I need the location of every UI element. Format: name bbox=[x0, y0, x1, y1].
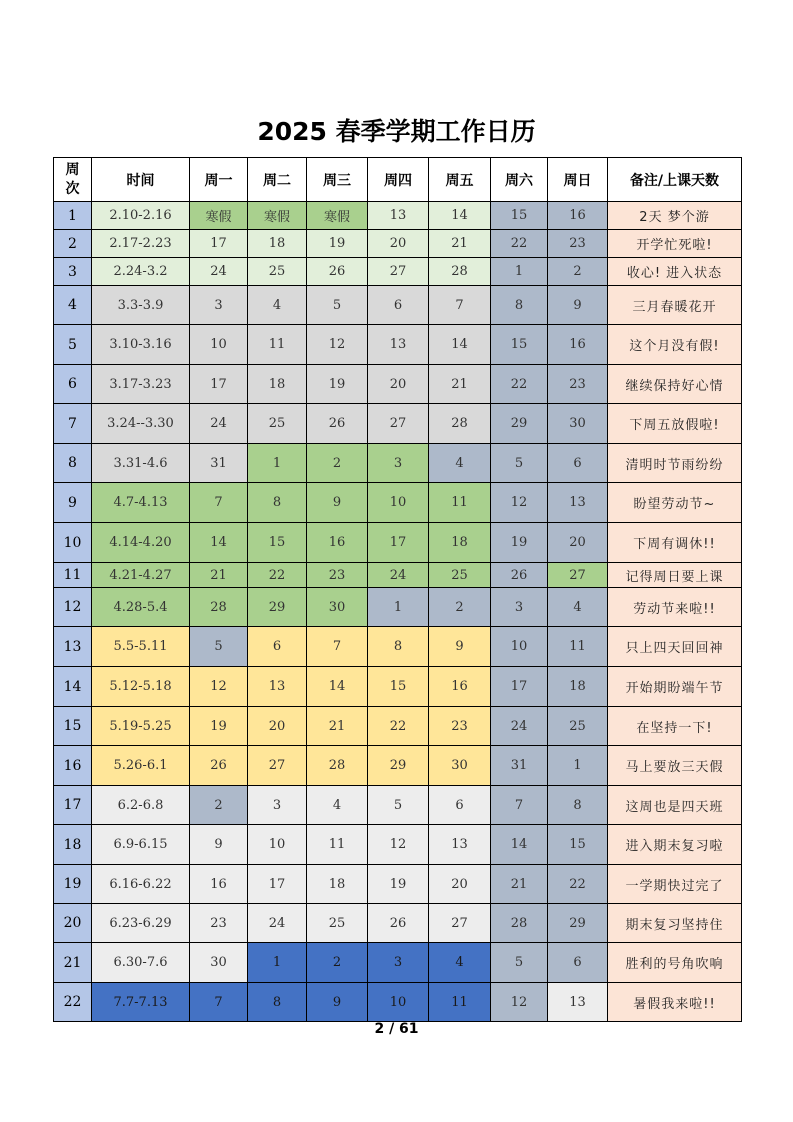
header-thu: 周四 bbox=[368, 158, 429, 202]
day-cell-sat: 5 bbox=[491, 943, 548, 983]
note-cell: 马上要放三天假 bbox=[608, 746, 742, 786]
date-range-cell: 3.24--3.30 bbox=[92, 404, 190, 444]
note-cell: 记得周日要上课 bbox=[608, 563, 742, 588]
day-cell-thu: 3 bbox=[368, 444, 429, 483]
day-cell-wed: 寒假 bbox=[307, 202, 368, 230]
day-cell-sun: 29 bbox=[548, 904, 608, 943]
day-cell-mon: 9 bbox=[190, 825, 248, 865]
day-cell-mon: 31 bbox=[190, 444, 248, 483]
day-cell-wed: 26 bbox=[307, 258, 368, 286]
week-number-cell: 16 bbox=[54, 746, 92, 786]
week-row bbox=[54, 365, 742, 404]
day-cell-sun: 4 bbox=[548, 588, 608, 627]
day-cell-sat: 29 bbox=[491, 404, 548, 444]
day-cell-fri: 25 bbox=[429, 563, 491, 588]
week-number-cell: 22 bbox=[54, 983, 92, 1022]
day-cell-fri: 21 bbox=[429, 365, 491, 404]
day-cell-wed: 26 bbox=[307, 404, 368, 444]
week-row bbox=[54, 563, 742, 588]
day-cell-mon: 24 bbox=[190, 404, 248, 444]
day-cell-sat: 3 bbox=[491, 588, 548, 627]
day-cell-thu: 29 bbox=[368, 746, 429, 786]
day-cell-tue: 4 bbox=[248, 286, 307, 325]
day-cell-sat: 12 bbox=[491, 983, 548, 1022]
day-cell-wed: 14 bbox=[307, 667, 368, 707]
day-cell-mon: 10 bbox=[190, 325, 248, 365]
week-row bbox=[54, 707, 742, 746]
week-row bbox=[54, 404, 742, 444]
note-cell: 劳动节来啦!! bbox=[608, 588, 742, 627]
day-cell-sun: 15 bbox=[548, 825, 608, 865]
day-cell-tue: 寒假 bbox=[248, 202, 307, 230]
day-cell-thu: 24 bbox=[368, 563, 429, 588]
day-cell-thu: 5 bbox=[368, 786, 429, 825]
day-cell-fri: 4 bbox=[429, 943, 491, 983]
day-cell-tue: 1 bbox=[248, 444, 307, 483]
week-number-cell: 1 bbox=[54, 202, 92, 230]
day-cell-thu: 13 bbox=[368, 202, 429, 230]
day-cell-thu: 19 bbox=[368, 865, 429, 904]
day-cell-tue: 3 bbox=[248, 786, 307, 825]
note-cell: 一学期快过完了 bbox=[608, 865, 742, 904]
day-cell-mon: 17 bbox=[190, 365, 248, 404]
week-row bbox=[54, 588, 742, 627]
header-wed: 周三 bbox=[307, 158, 368, 202]
day-cell-fri: 16 bbox=[429, 667, 491, 707]
day-cell-wed: 2 bbox=[307, 943, 368, 983]
day-cell-thu: 22 bbox=[368, 707, 429, 746]
day-cell-sun: 11 bbox=[548, 627, 608, 667]
day-cell-sun: 13 bbox=[548, 483, 608, 523]
note-cell: 收心! 进入状态 bbox=[608, 258, 742, 286]
day-cell-wed: 9 bbox=[307, 483, 368, 523]
day-cell-sat: 15 bbox=[491, 325, 548, 365]
day-cell-sat: 28 bbox=[491, 904, 548, 943]
day-cell-sat: 22 bbox=[491, 365, 548, 404]
day-cell-thu: 3 bbox=[368, 943, 429, 983]
day-cell-sat: 14 bbox=[491, 825, 548, 865]
day-cell-mon: 17 bbox=[190, 230, 248, 258]
day-cell-fri: 23 bbox=[429, 707, 491, 746]
week-number-cell: 6 bbox=[54, 365, 92, 404]
day-cell-fri: 13 bbox=[429, 825, 491, 865]
day-cell-fri: 28 bbox=[429, 404, 491, 444]
week-row bbox=[54, 983, 742, 1022]
day-cell-mon: 寒假 bbox=[190, 202, 248, 230]
header-tue: 周二 bbox=[248, 158, 307, 202]
day-cell-sun: 22 bbox=[548, 865, 608, 904]
note-cell: 继续保持好心情 bbox=[608, 365, 742, 404]
day-cell-fri: 18 bbox=[429, 523, 491, 563]
week-number-cell: 21 bbox=[54, 943, 92, 983]
note-cell: 胜利的号角吹响 bbox=[608, 943, 742, 983]
day-cell-fri: 28 bbox=[429, 258, 491, 286]
day-cell-wed: 23 bbox=[307, 563, 368, 588]
day-cell-wed: 4 bbox=[307, 786, 368, 825]
week-number-cell: 19 bbox=[54, 865, 92, 904]
day-cell-sun: 23 bbox=[548, 230, 608, 258]
day-cell-mon: 24 bbox=[190, 258, 248, 286]
week-row bbox=[54, 746, 742, 786]
note-cell: 下周有调休!! bbox=[608, 523, 742, 563]
week-row bbox=[54, 943, 742, 983]
day-cell-tue: 24 bbox=[248, 904, 307, 943]
day-cell-fri: 6 bbox=[429, 786, 491, 825]
day-cell-fri: 9 bbox=[429, 627, 491, 667]
day-cell-thu: 12 bbox=[368, 825, 429, 865]
week-row bbox=[54, 667, 742, 707]
day-cell-mon: 28 bbox=[190, 588, 248, 627]
day-cell-wed: 25 bbox=[307, 904, 368, 943]
day-cell-wed: 19 bbox=[307, 365, 368, 404]
note-cell: 进入期末复习啦 bbox=[608, 825, 742, 865]
week-number-cell: 13 bbox=[54, 627, 92, 667]
week-row bbox=[54, 627, 742, 667]
day-cell-tue: 25 bbox=[248, 258, 307, 286]
day-cell-thu: 17 bbox=[368, 523, 429, 563]
day-cell-sat: 24 bbox=[491, 707, 548, 746]
week-number-cell: 4 bbox=[54, 286, 92, 325]
day-cell-sat: 10 bbox=[491, 627, 548, 667]
note-cell: 下周五放假啦! bbox=[608, 404, 742, 444]
day-cell-sat: 12 bbox=[491, 483, 548, 523]
date-range-cell: 2.24-3.2 bbox=[92, 258, 190, 286]
day-cell-mon: 16 bbox=[190, 865, 248, 904]
week-row bbox=[54, 286, 742, 325]
week-row bbox=[54, 865, 742, 904]
day-cell-thu: 8 bbox=[368, 627, 429, 667]
note-cell: 这周也是四天班 bbox=[608, 786, 742, 825]
day-cell-sun: 1 bbox=[548, 746, 608, 786]
page-number: 2 / 61 bbox=[374, 1021, 419, 1037]
week-row bbox=[54, 523, 742, 563]
day-cell-tue: 25 bbox=[248, 404, 307, 444]
date-range-cell: 4.7-4.13 bbox=[92, 483, 190, 523]
day-cell-wed: 2 bbox=[307, 444, 368, 483]
day-cell-sun: 6 bbox=[548, 444, 608, 483]
note-cell: 开始期盼端午节 bbox=[608, 667, 742, 707]
day-cell-fri: 11 bbox=[429, 483, 491, 523]
day-cell-thu: 27 bbox=[368, 404, 429, 444]
date-range-cell: 2.10-2.16 bbox=[92, 202, 190, 230]
day-cell-sat: 5 bbox=[491, 444, 548, 483]
day-cell-thu: 20 bbox=[368, 365, 429, 404]
note-cell: 2天 梦个游 bbox=[608, 202, 742, 230]
day-cell-tue: 13 bbox=[248, 667, 307, 707]
header-sat: 周六 bbox=[491, 158, 548, 202]
day-cell-thu: 10 bbox=[368, 983, 429, 1022]
day-cell-tue: 8 bbox=[248, 483, 307, 523]
week-number-cell: 20 bbox=[54, 904, 92, 943]
day-cell-tue: 20 bbox=[248, 707, 307, 746]
header-week-label: 周次 bbox=[65, 161, 80, 197]
note-cell: 只上四天回回神 bbox=[608, 627, 742, 667]
day-cell-sat: 17 bbox=[491, 667, 548, 707]
week-row bbox=[54, 258, 742, 286]
day-cell-mon: 7 bbox=[190, 483, 248, 523]
day-cell-sat: 21 bbox=[491, 865, 548, 904]
day-cell-thu: 10 bbox=[368, 483, 429, 523]
day-cell-sun: 6 bbox=[548, 943, 608, 983]
page-title: 2025 春季学期工作日历 bbox=[257, 117, 536, 146]
note-cell: 清明时节雨纷纷 bbox=[608, 444, 742, 483]
day-cell-tue: 18 bbox=[248, 230, 307, 258]
day-cell-tue: 22 bbox=[248, 563, 307, 588]
day-cell-sun: 27 bbox=[548, 563, 608, 588]
header-sun: 周日 bbox=[548, 158, 608, 202]
day-cell-thu: 1 bbox=[368, 588, 429, 627]
week-row bbox=[54, 325, 742, 365]
week-row bbox=[54, 904, 742, 943]
day-cell-sun: 18 bbox=[548, 667, 608, 707]
week-row bbox=[54, 202, 742, 230]
day-cell-wed: 12 bbox=[307, 325, 368, 365]
week-row bbox=[54, 786, 742, 825]
day-cell-tue: 18 bbox=[248, 365, 307, 404]
date-range-cell: 3.3-3.9 bbox=[92, 286, 190, 325]
calendar-table bbox=[53, 157, 742, 1022]
day-cell-sun: 30 bbox=[548, 404, 608, 444]
day-cell-fri: 14 bbox=[429, 325, 491, 365]
day-cell-tue: 11 bbox=[248, 325, 307, 365]
day-cell-fri: 20 bbox=[429, 865, 491, 904]
note-cell: 三月春暖花开 bbox=[608, 286, 742, 325]
day-cell-mon: 5 bbox=[190, 627, 248, 667]
day-cell-wed: 18 bbox=[307, 865, 368, 904]
day-cell-mon: 3 bbox=[190, 286, 248, 325]
week-number-cell: 15 bbox=[54, 707, 92, 746]
header-mon: 周一 bbox=[190, 158, 248, 202]
date-range-cell: 3.17-3.23 bbox=[92, 365, 190, 404]
week-number-cell: 9 bbox=[54, 483, 92, 523]
day-cell-wed: 16 bbox=[307, 523, 368, 563]
day-cell-sun: 9 bbox=[548, 286, 608, 325]
week-number-cell: 3 bbox=[54, 258, 92, 286]
day-cell-fri: 30 bbox=[429, 746, 491, 786]
header-week bbox=[54, 158, 92, 202]
day-cell-thu: 13 bbox=[368, 325, 429, 365]
week-number-cell: 17 bbox=[54, 786, 92, 825]
date-range-cell: 4.14-4.20 bbox=[92, 523, 190, 563]
day-cell-mon: 2 bbox=[190, 786, 248, 825]
day-cell-sun: 8 bbox=[548, 786, 608, 825]
date-range-cell: 6.16-6.22 bbox=[92, 865, 190, 904]
header-row bbox=[54, 158, 742, 202]
day-cell-mon: 21 bbox=[190, 563, 248, 588]
day-cell-tue: 10 bbox=[248, 825, 307, 865]
date-range-cell: 5.5-5.11 bbox=[92, 627, 190, 667]
day-cell-tue: 6 bbox=[248, 627, 307, 667]
day-cell-thu: 26 bbox=[368, 904, 429, 943]
date-range-cell: 4.21-4.27 bbox=[92, 563, 190, 588]
date-range-cell: 4.28-5.4 bbox=[92, 588, 190, 627]
week-row bbox=[54, 444, 742, 483]
header-notes: 备注/上课天数 bbox=[608, 158, 742, 202]
day-cell-mon: 12 bbox=[190, 667, 248, 707]
week-number-cell: 18 bbox=[54, 825, 92, 865]
week-number-cell: 5 bbox=[54, 325, 92, 365]
day-cell-sat: 7 bbox=[491, 786, 548, 825]
day-cell-thu: 6 bbox=[368, 286, 429, 325]
day-cell-sun: 25 bbox=[548, 707, 608, 746]
day-cell-mon: 23 bbox=[190, 904, 248, 943]
calendar-body bbox=[54, 202, 742, 1022]
day-cell-sat: 15 bbox=[491, 202, 548, 230]
note-cell: 开学忙死啦! bbox=[608, 230, 742, 258]
day-cell-tue: 17 bbox=[248, 865, 307, 904]
header-fri: 周五 bbox=[429, 158, 491, 202]
day-cell-wed: 5 bbox=[307, 286, 368, 325]
day-cell-mon: 14 bbox=[190, 523, 248, 563]
note-cell: 盼望劳动节~ bbox=[608, 483, 742, 523]
day-cell-thu: 27 bbox=[368, 258, 429, 286]
day-cell-tue: 29 bbox=[248, 588, 307, 627]
date-range-cell: 6.23-6.29 bbox=[92, 904, 190, 943]
date-range-cell: 5.19-5.25 bbox=[92, 707, 190, 746]
day-cell-fri: 7 bbox=[429, 286, 491, 325]
note-cell: 期末复习坚持住 bbox=[608, 904, 742, 943]
note-cell: 暑假我来啦!! bbox=[608, 983, 742, 1022]
week-number-cell: 12 bbox=[54, 588, 92, 627]
day-cell-sat: 8 bbox=[491, 286, 548, 325]
day-cell-sat: 19 bbox=[491, 523, 548, 563]
week-row bbox=[54, 825, 742, 865]
day-cell-sun: 2 bbox=[548, 258, 608, 286]
day-cell-fri: 14 bbox=[429, 202, 491, 230]
day-cell-mon: 7 bbox=[190, 983, 248, 1022]
week-number-cell: 7 bbox=[54, 404, 92, 444]
day-cell-tue: 15 bbox=[248, 523, 307, 563]
date-range-cell: 3.31-4.6 bbox=[92, 444, 190, 483]
day-cell-thu: 20 bbox=[368, 230, 429, 258]
day-cell-sun: 23 bbox=[548, 365, 608, 404]
week-row bbox=[54, 483, 742, 523]
day-cell-sun: 16 bbox=[548, 325, 608, 365]
day-cell-tue: 27 bbox=[248, 746, 307, 786]
day-cell-wed: 11 bbox=[307, 825, 368, 865]
day-cell-fri: 4 bbox=[429, 444, 491, 483]
week-number-cell: 11 bbox=[54, 563, 92, 588]
week-number-cell: 8 bbox=[54, 444, 92, 483]
week-number-cell: 14 bbox=[54, 667, 92, 707]
date-range-cell: 2.17-2.23 bbox=[92, 230, 190, 258]
day-cell-fri: 11 bbox=[429, 983, 491, 1022]
date-range-cell: 6.2-6.8 bbox=[92, 786, 190, 825]
date-range-cell: 5.12-5.18 bbox=[92, 667, 190, 707]
date-range-cell: 6.30-7.6 bbox=[92, 943, 190, 983]
day-cell-fri: 21 bbox=[429, 230, 491, 258]
day-cell-wed: 19 bbox=[307, 230, 368, 258]
day-cell-sat: 22 bbox=[491, 230, 548, 258]
date-range-cell: 6.9-6.15 bbox=[92, 825, 190, 865]
note-cell: 在坚持一下! bbox=[608, 707, 742, 746]
date-range-cell: 5.26-6.1 bbox=[92, 746, 190, 786]
note-cell: 这个月没有假! bbox=[608, 325, 742, 365]
day-cell-sun: 13 bbox=[548, 983, 608, 1022]
day-cell-mon: 19 bbox=[190, 707, 248, 746]
week-number-cell: 10 bbox=[54, 523, 92, 563]
day-cell-wed: 21 bbox=[307, 707, 368, 746]
day-cell-wed: 30 bbox=[307, 588, 368, 627]
day-cell-wed: 28 bbox=[307, 746, 368, 786]
day-cell-fri: 27 bbox=[429, 904, 491, 943]
day-cell-wed: 7 bbox=[307, 627, 368, 667]
day-cell-sat: 26 bbox=[491, 563, 548, 588]
week-row bbox=[54, 230, 742, 258]
day-cell-tue: 8 bbox=[248, 983, 307, 1022]
date-range-cell: 3.10-3.16 bbox=[92, 325, 190, 365]
header-time: 时间 bbox=[92, 158, 190, 202]
day-cell-mon: 30 bbox=[190, 943, 248, 983]
day-cell-sun: 20 bbox=[548, 523, 608, 563]
day-cell-tue: 1 bbox=[248, 943, 307, 983]
date-range-cell: 7.7-7.13 bbox=[92, 983, 190, 1022]
day-cell-fri: 2 bbox=[429, 588, 491, 627]
day-cell-thu: 15 bbox=[368, 667, 429, 707]
day-cell-wed: 9 bbox=[307, 983, 368, 1022]
day-cell-sat: 31 bbox=[491, 746, 548, 786]
day-cell-mon: 26 bbox=[190, 746, 248, 786]
week-number-cell: 2 bbox=[54, 230, 92, 258]
day-cell-sat: 1 bbox=[491, 258, 548, 286]
day-cell-sun: 16 bbox=[548, 202, 608, 230]
